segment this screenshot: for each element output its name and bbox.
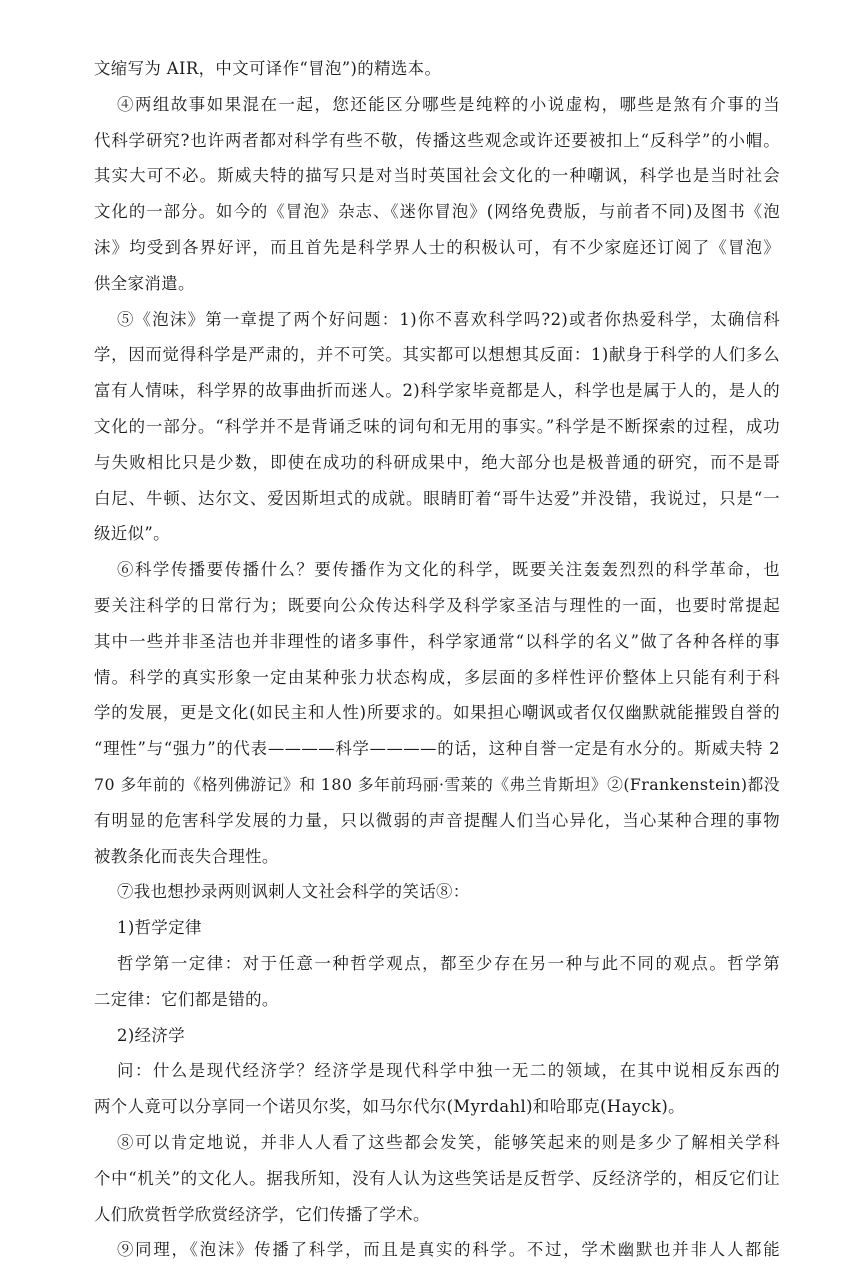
text-line: 人们欣赏哲学欣赏经济学，它们传播了学术。 [94, 1204, 430, 1224]
text-line: 70 多年前的《格列佛游记》和 180 多年前玛丽·雪莱的《弗兰肯斯坦》②(Frankenstein)都没 [94, 774, 780, 794]
text-line: ⑦我也想抄录两则讽刺人文社会科学的笑话⑧： [117, 882, 470, 902]
text-line: 1)哲学定律 [117, 918, 202, 938]
text-line: 情。科学的真实形象一定由某种张力状态构成，多层面的多样性评价整体上只能有利于科 [94, 667, 780, 687]
text-line: 代科学研究?也许两者都对科学有些不敬，传播这些观念或许还要被扣上“反科学”的小帽。 [94, 130, 780, 150]
text-line: 与失败相比只是少数，即使在成功的科研成果中，绝大部分也是极普通的研究，而不是哥 [94, 452, 780, 472]
text-line: 文化的一部分。“科学并不是背诵乏味的词句和无用的事实。”科学是不断探索的过程，成功 [94, 416, 780, 436]
text-line: 级近似”。 [94, 524, 170, 544]
text-line: 问：什么是现代经济学？经济学是现代科学中独一无二的领域，在其中说相反东西的 [117, 1061, 780, 1081]
text-line: 被教条化而丧失合理性。 [94, 846, 279, 866]
text-line: 文化的一部分。如今的《冒泡》杂志、《迷你冒泡》(网络免费版，与前者不同)及图书《泡 [94, 202, 780, 222]
text-line: 二定律：它们都是错的。 [94, 989, 279, 1009]
text-line: “理性”与“强力”的代表————科学————的话，这种自誉一定是有水分的。斯威夫特 2 [94, 739, 780, 759]
text-line: 其中一些并非圣洁也并非理性的诸多事件，科学家通常“以科学的名义”做了各种各样的事 [94, 631, 780, 651]
text-line: 有明显的危害科学发展的力量，只以微弱的声音提醒人们当心异化，当心某种合理的事物 [94, 810, 780, 830]
text-line: 哲学第一定律：对于任意一种哲学观点，都至少存在另一种与此不同的观点。哲学第 [117, 953, 780, 973]
text-line: ⑨同理，《泡沫》传播了科学，而且是真实的科学。不过，学术幽默也并非人人都能 [117, 1240, 780, 1260]
text-line: 学的发展，更是文化(如民主和人性)所要求的。如果担心嘲讽或者仅仅幽默就能摧毁自誉的 [94, 703, 780, 723]
document-page [94, 51, 780, 1268]
text-line: 学，因而觉得科学是严肃的，并不可笑。其实都可以想想其反面：1)献身于科学的人们多么 [94, 345, 780, 365]
text-line: 供全家消遣。 [94, 273, 195, 293]
text-line: 其实大可不必。斯威夫特的描写只是对当时英国社会文化的一种嘲讽，科学也是当时社会 [94, 166, 780, 186]
text-line: 要关注科学的日常行为；既要向公众传达科学及科学家圣洁与理性的一面，也要时常提起 [94, 595, 780, 615]
text-line: ⑧可以肯定地说，并非人人看了这些都会发笑，能够笑起来的则是多少了解相关学科 [117, 1132, 780, 1152]
text-line: 白尼、牛顿、达尔文、爱因斯坦式的成就。眼睛盯着“哥牛达爱”并没错，我说过，只是“一 [94, 488, 780, 508]
text-line: ④两组故事如果混在一起，您还能区分哪些是纯粹的小说虚构，哪些是煞有介事的当 [117, 94, 780, 114]
text-line: ⑥科学传播要传播什么？要传播作为文化的科学，既要关注轰轰烈烈的科学革命，也 [117, 560, 780, 580]
text-line: 沫》均受到各界好评，而且首先是科学界人士的积极认可，有不少家庭还订阅了《冒泡》 [94, 237, 780, 257]
text-line: 个中“机关”的文化人。据我所知，没有人认为这些笑话是反哲学、反经济学的，相反它们让 [94, 1168, 780, 1188]
text-line: 2)经济学 [117, 1025, 185, 1045]
text-line: 两个人竟可以分享同一个诺贝尔奖，如马尔代尔(Myrdahl)和哈耶克(Hayck)。 [94, 1097, 685, 1117]
text-line: 文缩写为 AIR，中文可译作“冒泡”)的精选本。 [94, 59, 442, 78]
text-line: ⑤《泡沫》第一章提了两个好问题：1)你不喜欢科学吗?2)或者你热爱科学，太确信科 [117, 309, 780, 329]
text-line: 富有人情味，科学界的故事曲折而迷人。2)科学家毕竟都是人，科学也是属于人的，是人的 [94, 381, 780, 401]
